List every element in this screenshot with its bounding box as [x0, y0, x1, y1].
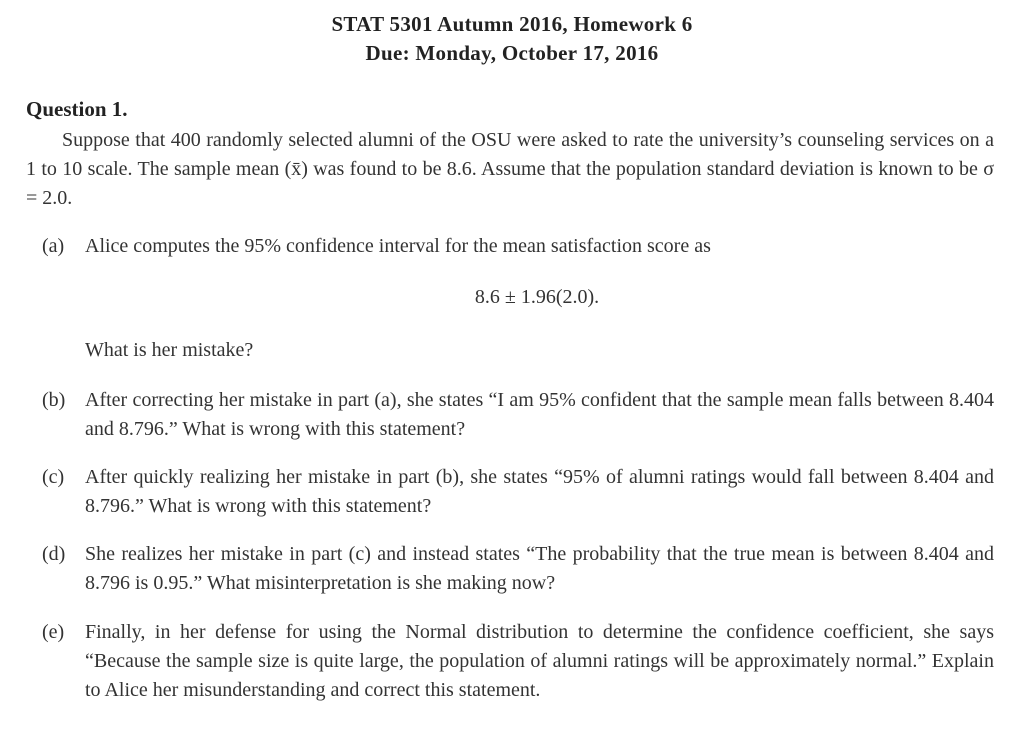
part-label: (a): [42, 235, 65, 257]
part-label: (e): [42, 621, 65, 643]
equation: 8.6 ± 1.96(2.0).: [474, 286, 600, 308]
part-text: She realizes her mistake in part (c) and instead states “The probability that the true mean is between 8.404 and 8.796 is 0.95.” What misinterpretation is she making now?: [85, 543, 994, 594]
question-heading: Question 1.: [26, 97, 128, 121]
due-date: Due: Monday, October 17, 2016: [365, 41, 659, 65]
part-text: After correcting her mistake in part (a), she states “I am 95% confident that the sample mean falls between 8.404 and 8.796.” What is wrong with this statement?: [85, 389, 994, 440]
part-text: Finally, in her defense for using the Normal distribution to determine the confidence coefficient, she says “Because the sample size is quite large, the population of alumni ratings will be approximately normal.” Explain to Alice her misunderstanding and correct this statement.: [85, 621, 994, 701]
part-a-followup: What is her mistake?: [85, 339, 254, 361]
question-intro: Suppose that 400 randomly selected alumni of the OSU were asked to rate the university’s counseling services on a 1 to 10 scale. The sample mean (x̄) was found to be 8.6. Assume that the population standard deviation is known to be σ = 2.0.: [26, 129, 994, 209]
document-title: STAT 5301 Autumn 2016, Homework 6: [331, 12, 693, 36]
part-text: After quickly realizing her mistake in part (b), she states “95% of alumni ratings would fall between 8.404 and 8.796.” What is wrong with this statement?: [85, 466, 994, 517]
part-text: Alice computes the 95% confidence interval for the mean satisfaction score as: [85, 235, 711, 257]
part-label: (d): [42, 543, 66, 565]
part-label: (c): [42, 466, 65, 488]
part-label: (b): [42, 389, 66, 411]
